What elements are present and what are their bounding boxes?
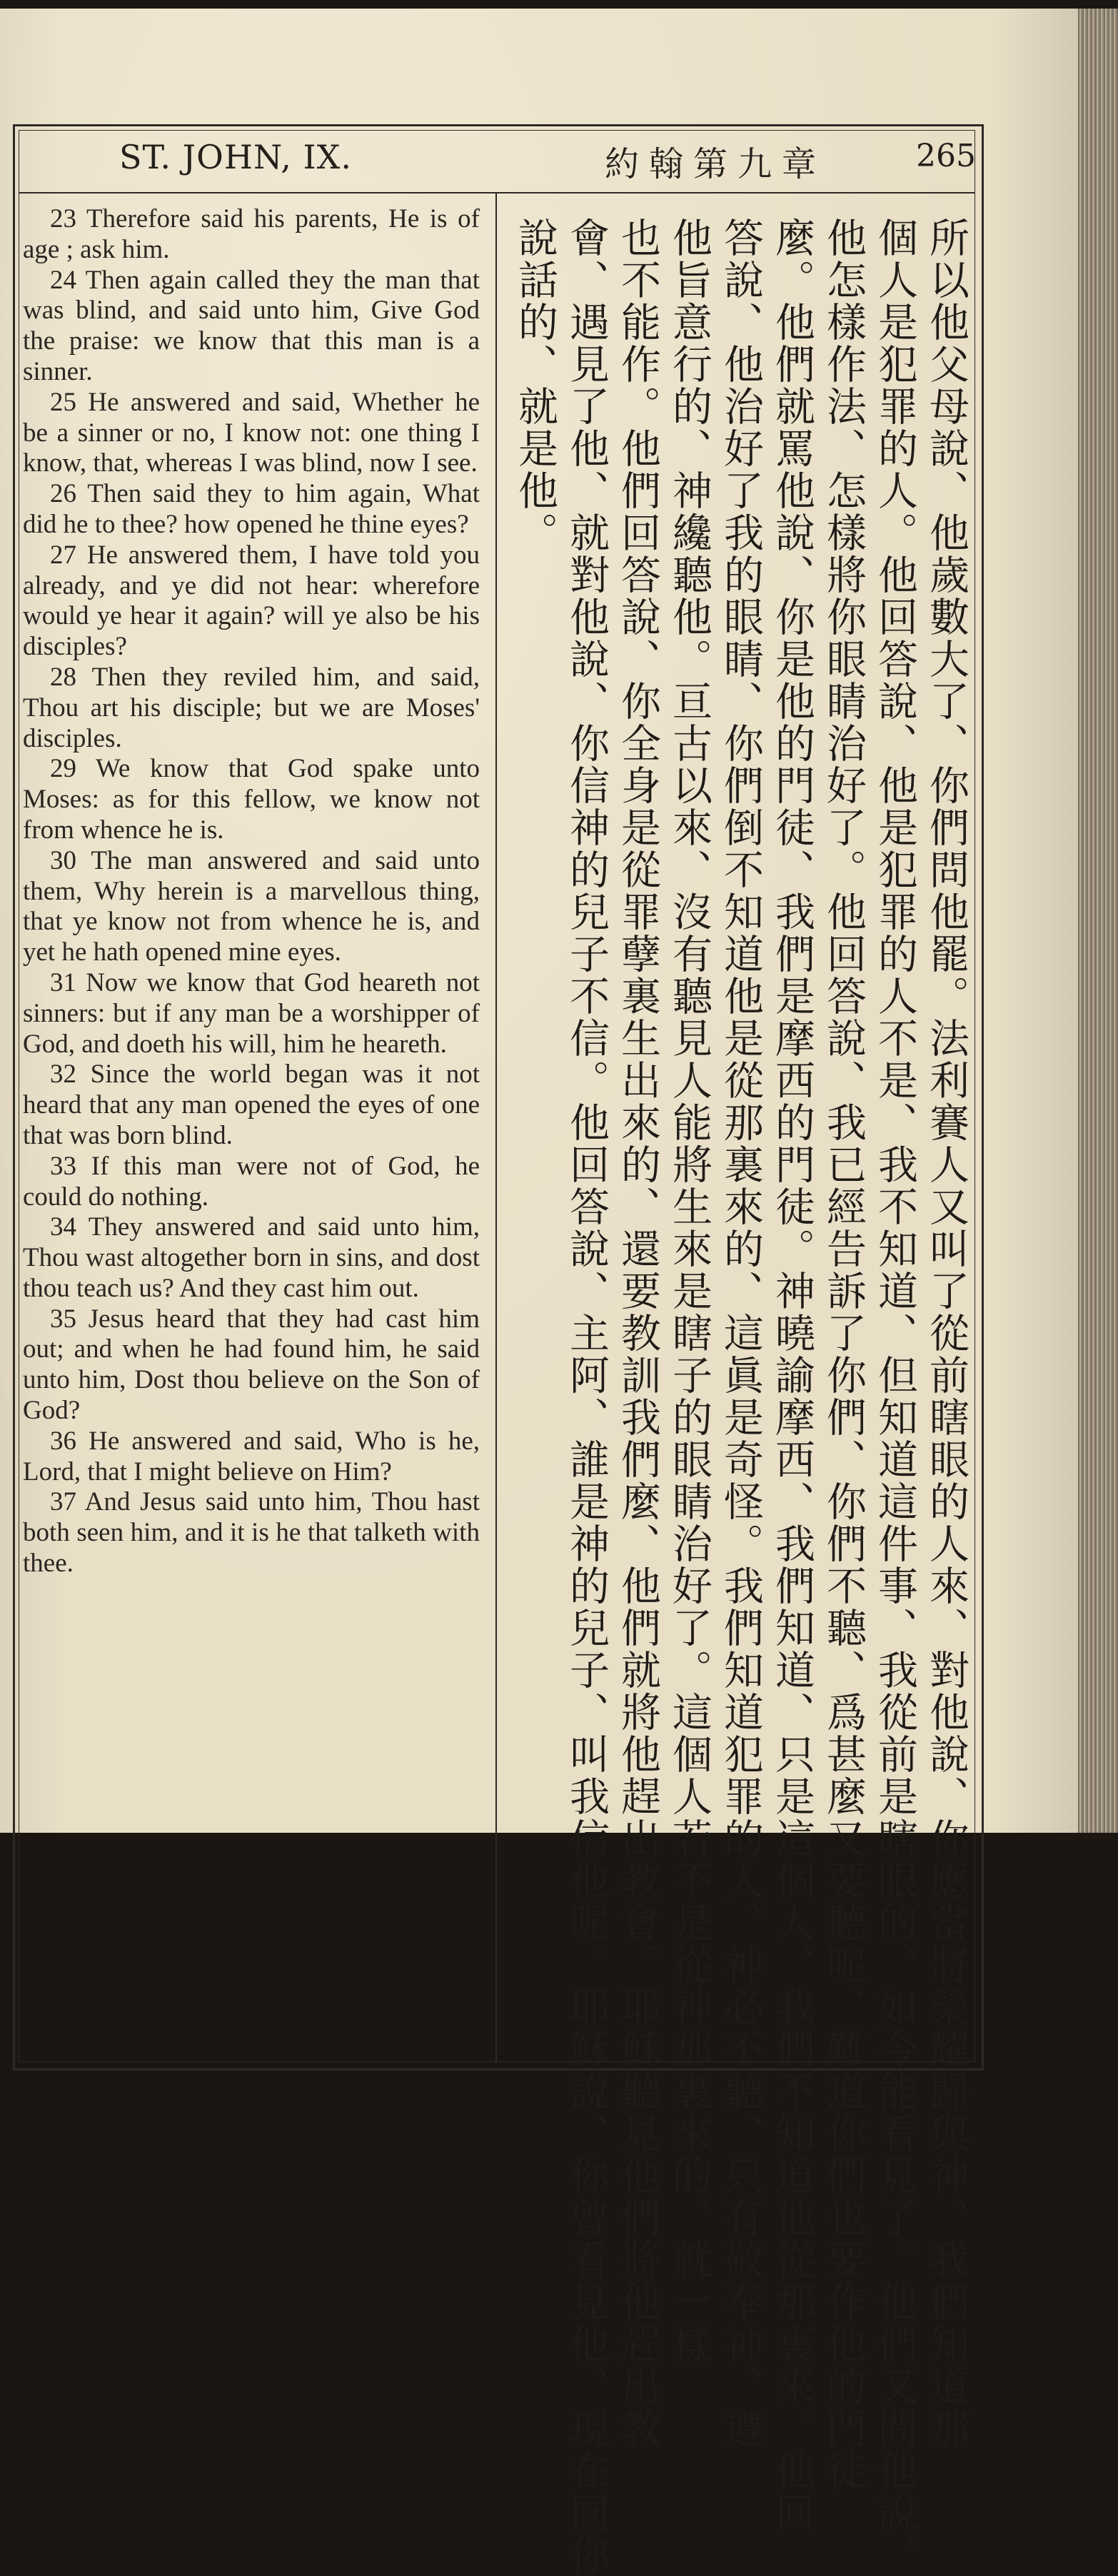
chinese-line: 個人是犯罪的人。他回答說、他是犯罪的人不是、我不知道、但知道這件事、我從前是瞎眼的、如今能看見了。他們又問他說、 (872, 217, 918, 2576)
verse-33: 33 If this man were not of God, he could do nothing. (23, 1151, 480, 1212)
chinese-line: 他旨意行的、神纔聽他。亘古以來、沒有聽見人能將生來是瞎子的眼睛治好了。這個人若不是從神那裏來的、就一樣 (666, 217, 712, 2365)
chinese-line: 答說、他治好了我的眼睛、你們倒不知道他是從那裏來的、這眞是奇怪。我們知道犯罪的人、神必不聽、只有敬奉神、遵 (717, 217, 764, 2450)
page-edge (1078, 9, 1118, 1833)
verse-25: 25 He answered and said, Whether he be a sinner or no, I know not: one thing I know, that, whereas I was blind, now I see. (23, 387, 480, 478)
verse-27: 27 He answered them, I have told you already, and ye did not hear: wherefore would ye hear it again? will ye also be his disciples? (23, 540, 480, 662)
verse-34: 34 They answered and said unto him, Thou wast altogether born in sins, and dost thou teach us? And they cast him out. (23, 1212, 480, 1303)
verse-35: 35 Jesus heard that they had cast him out; and when he had found him, he said unto him, Dost thou believe on the Son of God? (23, 1304, 480, 1426)
header-chinese-title: 約翰第九章 (605, 144, 827, 184)
chinese-line: 會、遇見了他、就對他說、你信神的兒子不信。他回答說、主阿、誰是神的兒子、叫我信他呢。耶穌說、你曾看見他、現在同你 (563, 217, 610, 2576)
verse-37: 37 And Jesus said unto him, Thou hast both seen him, and it is he that talketh with thee. (23, 1487, 480, 1579)
verse-32: 32 Since the world began was it not heard that any man opened the eyes of one that was born blind. (23, 1060, 480, 1150)
chinese-line: 麼。他們就罵他說、你是他的門徒、我們是摩西的門徒。神曉諭摩西、我們知道、只是這個人、我們不知道他從那裏來。他回 (769, 217, 815, 2534)
verse-36: 36 He answered and said, Who is he, Lord, that I might believe on Him? (23, 1426, 480, 1486)
chinese-text-column (505, 217, 971, 2576)
chinese-line: 說話的、就是他。 (512, 217, 558, 554)
english-text-column (23, 204, 480, 1579)
running-header (19, 131, 975, 193)
verse-26: 26 Then said they to him again, What did he to thee? how opened he thine eyes? (23, 479, 480, 539)
verse-23: 23 Therefore said his parents, He is of age ; ask him. (23, 204, 480, 264)
header-book-title: ST. JOHN, IX. (119, 138, 353, 176)
verse-30: 30 The man answered and said unto them, Why herein is a marvellous thing, that ye know not from whence he is, and yet he hath opened mine eyes. (23, 845, 480, 967)
verse-28: 28 Then they reviled him, and said, Thou art his disciple; but we are Moses' disciples. (23, 662, 480, 753)
verse-24: 24 Then again called they the man that was blind, and said unto him, Give God the praise: we know that this man is a sinner. (23, 265, 480, 386)
page-number: 265 (916, 138, 976, 174)
verse-31: 31 Now we know that God heareth not sinners: but if any man be a worshipper of God, and doeth his will, him he heareth. (23, 967, 480, 1059)
verse-29: 29 We know that God spake unto Moses: as for this fellow, we know not from whence he is. (23, 754, 480, 845)
column-divider (495, 192, 497, 2063)
chinese-line: 所以他父母說、他歲數大了、你們問他罷。法利賽人又叫了從前瞎眼的人來、對他說、你應當將榮耀歸與神、我們知道那 (923, 217, 970, 2450)
chinese-line: 也不能作。他們回答說、你全身是從罪孽裏生出來的、還要教訓我們麼、他們就將他趕出教會。耶穌聽見他們將他趕出教 (615, 217, 661, 2450)
chinese-line: 他怎樣作法、怎樣將你眼睛治好了。他回答說、我已經告訴了你們、你們不聽、爲甚麼又要聽呢、難道你們也要作他的門徒 (820, 217, 867, 2492)
